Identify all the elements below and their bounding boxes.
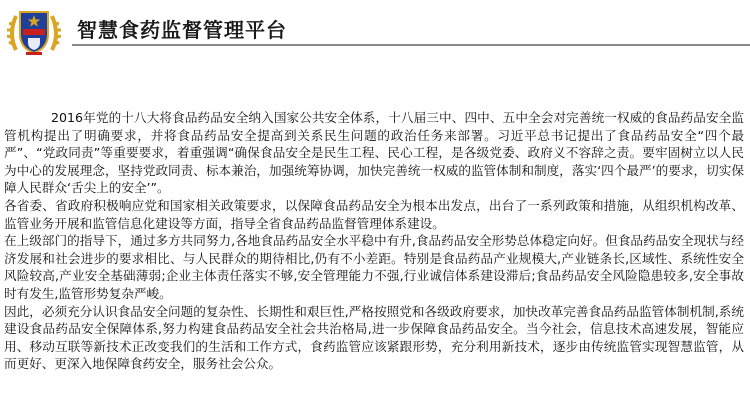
page-header [0,0,750,58]
paragraph-conclusion: 因此，必须充分认识食品安全问题的复杂性、长期性和艰巨性,严格按照党和各级政府要求，加快改革完善食品药品监管体制机制,系统建设食品药品安全保障体系,努力构建食品药品安全社会共治格局,进一步保障食品药品安全。当今社会，信息技术高速发展，智能应用、移动互联等新技术正改变我们的生活和工作方式，食药监管应该紧跟形势，充分利用新技术，逐步由传统监管实现智慧监管，从而更好、更深入地保障食药安全，服务社会公众。 [4,303,744,372]
paragraph-background: 2016年党的十八大将食品药品安全纳入国家公共安全体系，十八届三中、四中、五中全会对完善统一权威的食品药品安全监管机构提出了明确要求，并将食品药品安全提高到关系民生问题的政治任务来部署。习近平总书记提出了食品药品安全“四个最严”、“党政同责”等重要要求，着重强调“确保食品安全是民生工程、民心工程，是各级党委、政府义不容辞之责。要牢固树立以人民为中心的发展理念，坚持党政同责、标本兼治，加强统筹协调，加快完善统一权威的监管体制和制度，落实‘四个最严’的要求，切实保障人民群众‘舌尖上的安全’”。 [4,110,744,196]
food-drug-administration-emblem-icon [6,4,62,56]
header-divider [72,44,750,46]
platform-title: 智慧食药监督管理平台 [77,18,287,42]
document-body [4,109,744,373]
paragraph-provincial-policy: 各省委、省政府积极响应党和国家相关政策要求，以保障食品药品安全为根本出发点，出台了一系列政策和措施，从组织机构改革、监管业务开展和监管信息化建设等方面，指导全省食品药品监督管理体系建设。 [4,197,744,231]
paragraph-current-status: 在上级部门的指导下，通过多方共同努力,各地食品药品安全水平稳中有升,食品药品安全形势总体稳定向好。但食品药品安全现状与经济发展和社会进步的要求相比、与人民群众的期待相比,仍有不小差距。特别是食品药品产业规模大,产业链条长,区域性、系统性安全风险较高,产业安全基础薄弱;企业主体责任落实不够,安全管理能力不强,行业诚信体系建设滞后;食品药品安全风险隐患较多,安全事故时有发生,监管形势复杂严峻。 [4,233,744,301]
